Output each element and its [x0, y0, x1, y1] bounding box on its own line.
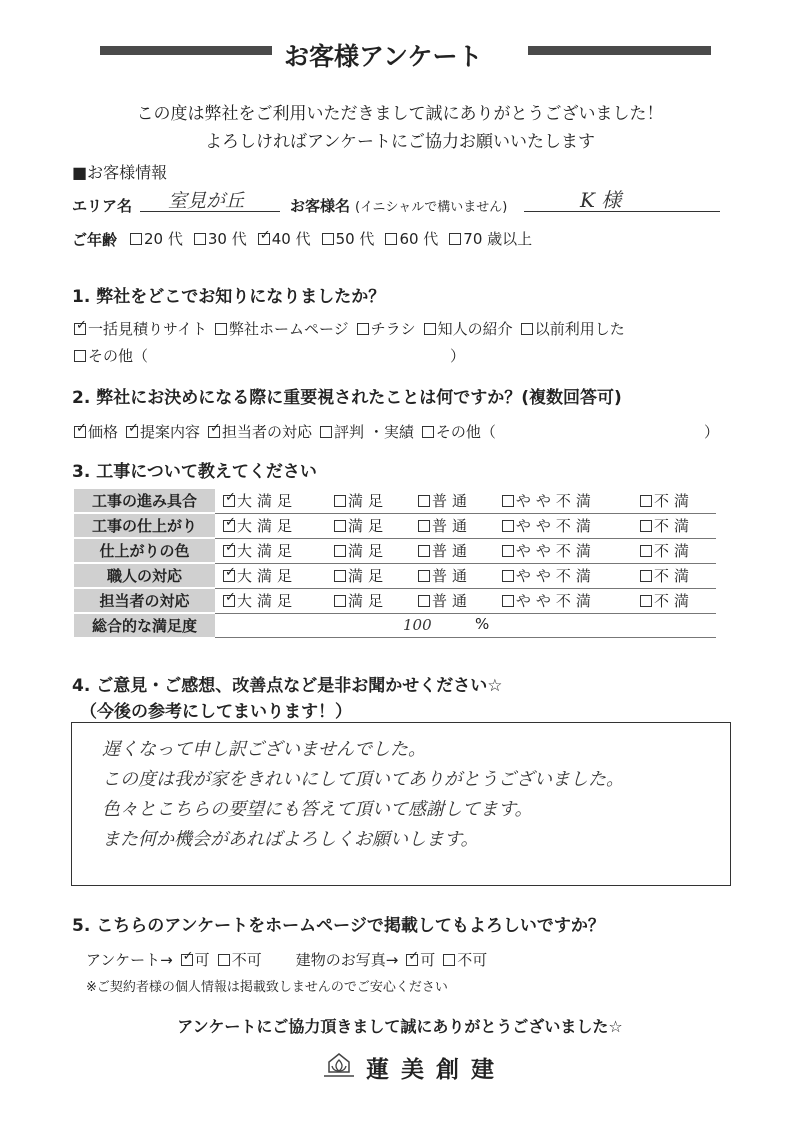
rating-option[interactable]: やや不満	[494, 588, 632, 613]
q5-options	[86, 949, 487, 970]
rating-option[interactable]: ✓ 大満足	[215, 588, 326, 613]
rating-option[interactable]: 不満	[632, 513, 716, 538]
checkbox-icon	[640, 545, 652, 557]
checkbox-icon	[640, 595, 652, 607]
rating-option[interactable]: 普通	[410, 489, 494, 513]
footer-thanks: アンケートにご協力頂きまして誠にありがとうございました☆	[177, 1017, 623, 1036]
overall-label: 総合的な満足度	[74, 613, 215, 637]
checkbox-icon	[334, 595, 346, 607]
rating-option[interactable]: 満足	[326, 489, 410, 513]
age-option-60[interactable]: 60 代	[385, 228, 438, 249]
rating-option[interactable]: 不満	[632, 538, 716, 563]
comment-box[interactable]	[71, 722, 731, 886]
checkbox-icon	[502, 495, 514, 507]
checked-checkbox-icon	[126, 426, 138, 438]
rating-option[interactable]: 満足	[326, 513, 410, 538]
rating-option[interactable]: 不満	[632, 563, 716, 588]
q2-option-reputation[interactable]: 評判 ・実績	[320, 421, 414, 442]
rating-row	[74, 538, 716, 563]
rating-option[interactable]: 満足	[326, 588, 410, 613]
checkbox-icon	[130, 233, 142, 245]
q2-options	[74, 421, 496, 442]
checked-checkbox-icon	[406, 954, 418, 966]
rating-option[interactable]: ✓ 大満足	[215, 563, 326, 588]
rating-option[interactable]: 満足	[326, 563, 410, 588]
checked-checkbox-icon	[74, 323, 86, 335]
q2-question: 2. 弊社にお決めになる際に重要視されたことは何ですか？(複数回答可)	[72, 388, 622, 408]
comment-line: 遅くなって申し訳ございませんでした。	[102, 739, 426, 760]
checkbox-icon	[218, 954, 230, 966]
q1-option-previous-use[interactable]: 以前利用した	[521, 318, 625, 339]
checkbox-icon	[640, 495, 652, 507]
intro-line-1: この度は弊社をご利用いただきまして誠にありがとうございました！	[136, 104, 664, 124]
checkbox-icon	[449, 233, 461, 245]
photo-publish-label: 建物のお写真→	[295, 951, 399, 969]
age-option-70-plus[interactable]: 70 歳以上	[449, 228, 532, 249]
q1-option-other[interactable]: その他（	[74, 345, 148, 366]
rating-option[interactable]: 不満	[632, 489, 716, 513]
rating-option[interactable]: ✓ 大満足	[215, 489, 326, 513]
q1-option-comparison-site[interactable]: ✓一括見積りサイト	[74, 318, 207, 339]
checkbox-icon	[418, 545, 430, 557]
rating-option[interactable]: 普通	[410, 538, 494, 563]
area-value[interactable]: 室見が丘	[168, 190, 245, 212]
checkbox-icon	[422, 426, 434, 438]
rating-row-label: 職人の対応	[74, 563, 215, 588]
comment-line: 色々とこちらの要望にも答えて頂いて感謝してます。	[102, 799, 533, 820]
checked-checkbox-icon	[74, 426, 86, 438]
checkbox-icon	[502, 570, 514, 582]
checkbox-icon	[334, 570, 346, 582]
rating-row-label: 仕上がりの色	[74, 538, 215, 563]
rating-row	[74, 588, 716, 613]
rating-option[interactable]: 普通	[410, 563, 494, 588]
checkbox-icon	[502, 595, 514, 607]
company-name: 蓮 美 創 建	[366, 1057, 497, 1083]
age-label: ご年齢	[72, 231, 118, 249]
age-option-20[interactable]: 20 代	[130, 228, 183, 249]
checkbox-icon	[418, 520, 430, 532]
checkbox-icon	[320, 426, 332, 438]
comment-line: この度は我が家をきれいにして頂いてありがとうございました。	[102, 769, 624, 790]
rating-row	[74, 513, 716, 538]
checked-checkbox-icon	[223, 520, 235, 532]
customer-info-heading: ■お客様情報	[72, 163, 168, 182]
rating-row-label: 工事の進み具合	[74, 489, 215, 513]
checkbox-icon	[334, 520, 346, 532]
privacy-note: ※ご契約者様の個人情報は掲載致しませんのでご安心ください	[86, 980, 448, 995]
checked-checkbox-icon	[223, 570, 235, 582]
name-value[interactable]: K 様	[580, 188, 622, 212]
rating-option[interactable]: やや不満	[494, 513, 632, 538]
q1-option-homepage[interactable]: 弊社ホームページ	[215, 318, 349, 339]
rating-option[interactable]: 普通	[410, 513, 494, 538]
age-options	[130, 228, 532, 249]
checkbox-icon	[385, 233, 397, 245]
checkbox-icon	[640, 520, 652, 532]
rating-option[interactable]: 満足	[326, 538, 410, 563]
checkbox-icon	[357, 323, 369, 335]
checked-checkbox-icon	[223, 545, 235, 557]
checkbox-icon	[74, 350, 86, 362]
area-label: エリア名	[72, 197, 133, 215]
rating-row	[74, 563, 716, 588]
title-bar-right	[528, 46, 711, 55]
q1-other-close: ）	[450, 347, 466, 365]
survey-option-deny[interactable]: 不可	[218, 949, 262, 970]
q1-options	[74, 318, 625, 339]
checkbox-icon	[418, 495, 430, 507]
q4-subtitle: （今後の参考にしてまいります！）	[80, 702, 352, 722]
photo-option-deny[interactable]: 不可	[443, 949, 487, 970]
checkbox-icon	[334, 495, 346, 507]
checkbox-icon	[322, 233, 334, 245]
checkbox-icon	[502, 545, 514, 557]
rating-option[interactable]: やや不満	[494, 538, 632, 563]
rating-option[interactable]: ✓ 大満足	[215, 538, 326, 563]
overall-row	[74, 613, 716, 637]
rating-table	[74, 489, 716, 638]
rating-row-label: 担当者の対応	[74, 588, 215, 613]
checked-checkbox-icon	[223, 495, 235, 507]
checkbox-icon	[521, 323, 533, 335]
page-title: お客様アンケート	[284, 42, 483, 71]
checkbox-icon	[502, 520, 514, 532]
survey-option-allow[interactable]: ✓ 可	[181, 949, 210, 970]
q2-option-price[interactable]: ✓価格	[74, 421, 118, 442]
rating-option[interactable]: 不満	[632, 588, 716, 613]
q1-question: 1. 弊社をどこでお知りになりましたか？	[72, 287, 386, 307]
checked-checkbox-icon	[208, 426, 220, 438]
name-underline	[524, 211, 720, 212]
lotus-logo-icon	[321, 1050, 357, 1080]
checkbox-icon	[443, 954, 455, 966]
rating-row	[74, 489, 716, 513]
checked-checkbox-icon	[223, 595, 235, 607]
checkbox-icon	[418, 595, 430, 607]
title-bar-left	[100, 46, 272, 55]
comment-line: また何か機会があればよろしくお願いします。	[102, 829, 479, 850]
survey-publish-label: アンケート→	[86, 951, 173, 969]
rating-option[interactable]: ✓ 大満足	[215, 513, 326, 538]
overall-unit: %	[475, 614, 490, 633]
rating-row-label: 工事の仕上がり	[74, 513, 215, 538]
photo-option-allow[interactable]: ✓ 可	[406, 949, 435, 970]
intro-line-2: よろしければアンケートにご協力お願いいたします	[205, 132, 595, 152]
q1-option-flyer[interactable]: チラシ	[357, 318, 416, 339]
q2-option-proposal[interactable]: ✓ 提案内容	[126, 421, 200, 442]
name-label: お客様名	[290, 197, 351, 215]
q3-question: 3. 工事について教えてください	[72, 462, 317, 482]
age-option-30[interactable]: 30 代	[194, 228, 247, 249]
overall-value: 100	[403, 615, 432, 634]
q2-option-other[interactable]: その他（	[422, 421, 496, 442]
checkbox-icon	[334, 545, 346, 557]
q2-option-staff[interactable]: ✓ 担当者の対応	[208, 421, 312, 442]
overall-cell[interactable]	[215, 613, 716, 637]
checkbox-icon	[215, 323, 227, 335]
q5-question: 5. こちらのアンケートをホームページで掲載してもよろしいですか？	[72, 916, 605, 936]
rating-option[interactable]: 普通	[410, 588, 494, 613]
q2-other-close: ）	[704, 423, 720, 441]
q1-option-referral[interactable]: 知人の紹介	[424, 318, 513, 339]
checkbox-icon	[194, 233, 206, 245]
checkbox-icon	[418, 570, 430, 582]
rating-option[interactable]: やや不満	[494, 489, 632, 513]
name-note: (イニシャルで構いません)	[355, 200, 508, 215]
age-option-50[interactable]: 50 代	[322, 228, 375, 249]
rating-option[interactable]: やや不満	[494, 563, 632, 588]
checked-checkbox-icon	[258, 233, 270, 245]
age-option-40[interactable]: ✓ 40 代	[258, 228, 311, 249]
q4-question: 4. ご意見・ご感想、改善点など是非お聞かせください☆	[72, 676, 503, 696]
checked-checkbox-icon	[181, 954, 193, 966]
checkbox-icon	[424, 323, 436, 335]
checkbox-icon	[640, 570, 652, 582]
